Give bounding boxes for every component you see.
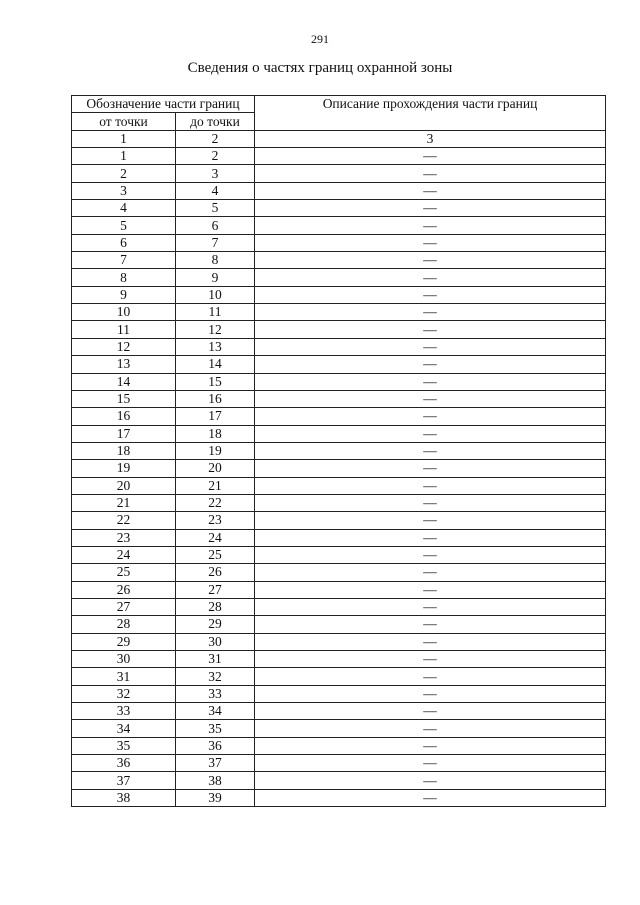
cell-to-point: 25 — [176, 546, 255, 563]
cell-description: — — [255, 633, 606, 650]
cell-to-point: 37 — [176, 755, 255, 772]
cell-from-point: 24 — [72, 546, 176, 563]
cell-from-point: 15 — [72, 390, 176, 407]
cell-description: — — [255, 425, 606, 442]
table-row — [72, 720, 606, 737]
cell-to-point: 29 — [176, 616, 255, 633]
cell-from-point: 23 — [72, 529, 176, 546]
cell-description: — — [255, 200, 606, 217]
cell-from-point: 13 — [72, 356, 176, 373]
table-row — [72, 356, 606, 373]
cell-from-point: 9 — [72, 286, 176, 303]
cell-description: — — [255, 390, 606, 407]
cell-to-point: 31 — [176, 651, 255, 668]
table-row — [72, 165, 606, 182]
cell-from-point: 34 — [72, 720, 176, 737]
page-number: 291 — [311, 32, 329, 46]
cell-to-point: 17 — [176, 408, 255, 425]
cell-description: — — [255, 321, 606, 338]
column-number-row — [72, 130, 606, 147]
table-row — [72, 668, 606, 685]
cell-description: — — [255, 460, 606, 477]
cell-to-point: 26 — [176, 564, 255, 581]
cell-to-point: 10 — [176, 286, 255, 303]
cell-to-point: 19 — [176, 442, 255, 459]
table-row — [72, 304, 606, 321]
table-row — [72, 148, 606, 165]
cell-from-point: 17 — [72, 425, 176, 442]
table-row — [72, 252, 606, 269]
table-row — [72, 598, 606, 615]
cell-to-point: 12 — [176, 321, 255, 338]
cell-from-point: 28 — [72, 616, 176, 633]
cell-to-point: 13 — [176, 338, 255, 355]
cell-description: — — [255, 772, 606, 789]
table-row — [72, 460, 606, 477]
table-row — [72, 529, 606, 546]
cell-description: — — [255, 598, 606, 615]
cell-description: — — [255, 269, 606, 286]
table-row — [72, 234, 606, 251]
cell-description: — — [255, 651, 606, 668]
header-description: Описание прохождения части границ — [255, 96, 606, 131]
cell-from-point: 31 — [72, 668, 176, 685]
cell-from-point: 16 — [72, 408, 176, 425]
column-number-2: 2 — [176, 130, 255, 147]
cell-description: — — [255, 373, 606, 390]
table-row — [72, 182, 606, 199]
header-to-point: до точки — [176, 113, 255, 130]
cell-to-point: 15 — [176, 373, 255, 390]
cell-to-point: 23 — [176, 512, 255, 529]
cell-from-point: 35 — [72, 737, 176, 754]
cell-to-point: 35 — [176, 720, 255, 737]
cell-to-point: 3 — [176, 165, 255, 182]
table-row — [72, 581, 606, 598]
cell-description: — — [255, 442, 606, 459]
cell-to-point: 24 — [176, 529, 255, 546]
cell-to-point: 2 — [176, 148, 255, 165]
page-title: Сведения о частях границ охранной зоны — [187, 60, 453, 76]
header-boundary-designation: Обозначение части границ — [72, 96, 255, 113]
cell-description: — — [255, 685, 606, 702]
table-row — [72, 633, 606, 650]
cell-description: — — [255, 148, 606, 165]
cell-description: — — [255, 494, 606, 511]
cell-from-point: 3 — [72, 182, 176, 199]
table-row — [72, 651, 606, 668]
cell-description: — — [255, 356, 606, 373]
cell-to-point: 9 — [176, 269, 255, 286]
table-row — [72, 373, 606, 390]
cell-description: — — [255, 755, 606, 772]
cell-from-point: 14 — [72, 373, 176, 390]
cell-to-point: 30 — [176, 633, 255, 650]
cell-to-point: 28 — [176, 598, 255, 615]
table-row — [72, 564, 606, 581]
cell-from-point: 2 — [72, 165, 176, 182]
table-row — [72, 772, 606, 789]
cell-from-point: 30 — [72, 651, 176, 668]
cell-description: — — [255, 408, 606, 425]
table-row — [72, 546, 606, 563]
cell-description: — — [255, 338, 606, 355]
table-row — [72, 321, 606, 338]
table-header-row — [72, 96, 606, 113]
table-row — [72, 703, 606, 720]
cell-from-point: 22 — [72, 512, 176, 529]
cell-description: — — [255, 703, 606, 720]
table-row — [72, 789, 606, 806]
cell-to-point: 20 — [176, 460, 255, 477]
cell-from-point: 12 — [72, 338, 176, 355]
cell-to-point: 4 — [176, 182, 255, 199]
table-row — [72, 755, 606, 772]
table-row — [72, 338, 606, 355]
cell-description: — — [255, 182, 606, 199]
cell-description: — — [255, 252, 606, 269]
cell-to-point: 7 — [176, 234, 255, 251]
cell-description: — — [255, 720, 606, 737]
cell-from-point: 21 — [72, 494, 176, 511]
cell-from-point: 1 — [72, 148, 176, 165]
table-body — [72, 148, 606, 807]
table-row — [72, 408, 606, 425]
cell-description: — — [255, 165, 606, 182]
table-row — [72, 494, 606, 511]
cell-from-point: 29 — [72, 633, 176, 650]
cell-from-point: 7 — [72, 252, 176, 269]
cell-from-point: 32 — [72, 685, 176, 702]
cell-to-point: 8 — [176, 252, 255, 269]
cell-description: — — [255, 477, 606, 494]
cell-to-point: 39 — [176, 789, 255, 806]
cell-from-point: 5 — [72, 217, 176, 234]
cell-from-point: 20 — [72, 477, 176, 494]
cell-from-point: 10 — [72, 304, 176, 321]
cell-description: — — [255, 564, 606, 581]
table-row — [72, 616, 606, 633]
cell-from-point: 11 — [72, 321, 176, 338]
cell-description: — — [255, 217, 606, 234]
column-number-3: 3 — [255, 130, 606, 147]
cell-to-point: 32 — [176, 668, 255, 685]
cell-from-point: 25 — [72, 564, 176, 581]
cell-to-point: 21 — [176, 477, 255, 494]
cell-to-point: 18 — [176, 425, 255, 442]
cell-description: — — [255, 529, 606, 546]
cell-to-point: 38 — [176, 772, 255, 789]
cell-description: — — [255, 304, 606, 321]
cell-to-point: 34 — [176, 703, 255, 720]
cell-to-point: 36 — [176, 737, 255, 754]
cell-from-point: 26 — [72, 581, 176, 598]
table-row — [72, 685, 606, 702]
cell-to-point: 22 — [176, 494, 255, 511]
cell-description: — — [255, 616, 606, 633]
table-row — [72, 477, 606, 494]
cell-description: — — [255, 737, 606, 754]
cell-from-point: 37 — [72, 772, 176, 789]
table-row — [72, 269, 606, 286]
cell-to-point: 6 — [176, 217, 255, 234]
cell-from-point: 8 — [72, 269, 176, 286]
cell-from-point: 19 — [72, 460, 176, 477]
cell-description: — — [255, 668, 606, 685]
table-row — [72, 512, 606, 529]
cell-from-point: 38 — [72, 789, 176, 806]
cell-description: — — [255, 546, 606, 563]
cell-from-point: 33 — [72, 703, 176, 720]
cell-to-point: 11 — [176, 304, 255, 321]
cell-to-point: 14 — [176, 356, 255, 373]
table-row — [72, 200, 606, 217]
cell-description: — — [255, 789, 606, 806]
table-row — [72, 286, 606, 303]
cell-to-point: 5 — [176, 200, 255, 217]
cell-from-point: 27 — [72, 598, 176, 615]
cell-from-point: 36 — [72, 755, 176, 772]
boundary-parts-table — [71, 95, 606, 807]
header-from-point: от точки — [72, 113, 176, 130]
table-row — [72, 390, 606, 407]
cell-from-point: 4 — [72, 200, 176, 217]
cell-description: — — [255, 234, 606, 251]
table-row — [72, 217, 606, 234]
cell-to-point: 33 — [176, 685, 255, 702]
cell-from-point: 6 — [72, 234, 176, 251]
cell-description: — — [255, 512, 606, 529]
column-number-1: 1 — [72, 130, 176, 147]
cell-from-point: 18 — [72, 442, 176, 459]
cell-description: — — [255, 286, 606, 303]
cell-to-point: 27 — [176, 581, 255, 598]
table-row — [72, 425, 606, 442]
cell-to-point: 16 — [176, 390, 255, 407]
table-row — [72, 442, 606, 459]
cell-description: — — [255, 581, 606, 598]
table-row — [72, 737, 606, 754]
